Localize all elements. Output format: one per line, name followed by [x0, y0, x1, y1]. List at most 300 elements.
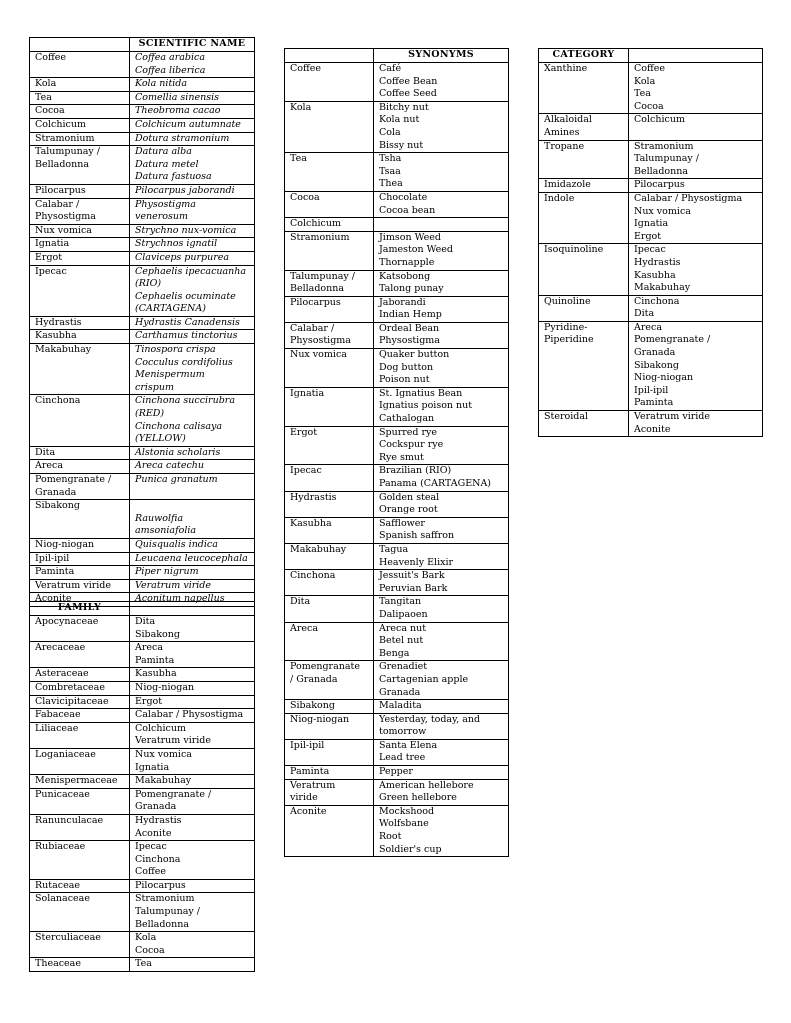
table-row [285, 517, 509, 543]
drug-name-cell [285, 739, 374, 765]
family-members-cell-line: Pomengranate / [135, 788, 212, 800]
category-members-cell-line: Ergot [634, 230, 662, 242]
synonyms-rows [285, 63, 509, 857]
table-row [539, 244, 763, 295]
drug-name-cell [285, 426, 374, 465]
drug-name-cell-line: Ipecac [290, 465, 322, 477]
drug-name-cell [30, 474, 130, 500]
synonyms-cell-line: Poison nut [379, 374, 430, 386]
family-members-cell [130, 958, 255, 972]
drug-name-cell [285, 296, 374, 322]
scientific-name-cell [130, 395, 255, 446]
category-members-cell [629, 179, 763, 193]
family-name-cell: Clavicipitaceae [30, 695, 130, 709]
synonyms-cell-line: Coffee Seed [379, 88, 437, 100]
scientific-name-cell-line: (RED) [135, 408, 165, 420]
family-members-cell-line: Pilocarpus [135, 879, 186, 891]
table-row [30, 330, 255, 344]
category-members-column-header [629, 49, 763, 63]
category-members-cell-line: Talumpunay / [634, 153, 699, 165]
drug-name-cell [285, 713, 374, 739]
drug-name-cell-line: Niog-niogan [35, 538, 95, 550]
table-row [285, 63, 509, 102]
category-members-cell-line: Granada [634, 347, 676, 359]
table-row [30, 251, 255, 265]
table-row [285, 218, 509, 232]
drug-name-cell-line: Calabar / [290, 322, 335, 334]
synonyms-cell-line: Benga [379, 647, 410, 659]
category-members-cell-line: Kasubha [634, 269, 676, 281]
family-members-cell [130, 709, 255, 723]
scientific-name-cell [130, 198, 255, 224]
drug-name-cell-line: Dita [35, 446, 56, 458]
drug-name-cell [30, 500, 130, 539]
category-members-cell-line: Coffee [634, 63, 665, 74]
scientific-name-cell [130, 552, 255, 566]
drug-name-cell [30, 579, 130, 593]
category-members-cell [629, 192, 763, 243]
drug-name-cell-line: Kasubha [290, 517, 332, 529]
drug-name-cell-line: Belladonna [290, 283, 345, 295]
drug-name-cell-line: Makabuhay [35, 344, 92, 356]
drug-column-header [285, 49, 374, 63]
category-members-cell-line: Cinchona [634, 295, 680, 307]
drug-name-cell-line: Granada [35, 486, 77, 498]
drug-name-cell [285, 805, 374, 856]
table-row [30, 538, 255, 552]
table-row [285, 322, 509, 348]
scientific-name-cell-line: (YELLOW) [135, 433, 186, 445]
synonyms-cell [374, 517, 509, 543]
drug-name-cell-line: Colchicum [35, 118, 86, 130]
scientific-name-cell-line: Menispermum [135, 369, 205, 381]
synonyms-cell [374, 739, 509, 765]
scientific-name-cell-line: crispum [135, 381, 174, 393]
category-name-cell [539, 192, 629, 243]
table-row [30, 198, 255, 224]
scientific-name-cell-line: Cocculus cordifolius [135, 356, 233, 368]
table-row [30, 668, 255, 682]
synonyms-cell [374, 766, 509, 780]
category-name-cell [539, 140, 629, 179]
drug-name-cell [285, 779, 374, 805]
drug-name-cell-line: Aconite [35, 593, 72, 605]
drug-name-cell [285, 218, 374, 232]
family-name-cell: Arecaceae [30, 642, 130, 668]
drug-name-cell [285, 63, 374, 102]
drug-name-cell-line: Coffee [290, 63, 321, 74]
category-members-cell-line: Belladonna [634, 165, 689, 177]
table-row [539, 295, 763, 321]
category-members-cell [629, 140, 763, 179]
scientific-name-cell-line: Carthamus tinctorius [135, 330, 238, 342]
scientific-name-cell [130, 224, 255, 238]
drug-name-cell [30, 132, 130, 146]
drug-name-cell-line: Makabuhay [290, 543, 347, 555]
category-name-cell-line: Indole [544, 192, 575, 204]
drug-name-cell [30, 198, 130, 224]
family-members-cell-line: Dita [135, 616, 156, 627]
drug-name-cell [30, 552, 130, 566]
category-members-cell-line: Nux vomica [634, 205, 691, 217]
drug-name-cell-line: Tea [35, 91, 52, 103]
table-row [285, 596, 509, 622]
synonyms-cell-line: Brazilian (RIO) [379, 465, 452, 477]
family-name-cell: Ranunculacae [30, 814, 130, 840]
synonyms-cell-line: Spanish saffron [379, 530, 455, 542]
family-members-cell [130, 642, 255, 668]
synonyms-cell-line: Heavenly Elixir [379, 556, 454, 568]
synonyms-cell [374, 700, 509, 714]
category-members-cell-line: Hydrastis [634, 256, 681, 268]
category-members-cell-line: Cocoa [634, 100, 664, 112]
scientific-name-cell [130, 251, 255, 265]
family-members-cell [130, 681, 255, 695]
synonyms-cell-line: Tsaa [379, 165, 401, 177]
drug-name-cell-line: Physostigma [35, 211, 96, 223]
family-name-cell: Fabaceae [30, 709, 130, 723]
table-row [30, 265, 255, 316]
table-row [285, 231, 509, 270]
category-members-cell-line: Ipecac [634, 244, 666, 256]
synonyms-cell-line: Jameston Weed [379, 244, 453, 256]
synonyms-cell-line: Tsha [379, 153, 402, 165]
synonyms-cell-line: Talong punay [379, 283, 444, 295]
drug-name-cell [285, 543, 374, 569]
table-row [30, 709, 255, 723]
synonyms-cell-line: Panama (CARTAGENA) [379, 478, 492, 489]
synonyms-cell-line: Dalipaoen [379, 608, 428, 620]
table-row [30, 552, 255, 566]
drug-name-cell [285, 270, 374, 296]
synonyms-cell [374, 713, 509, 739]
table-row [285, 191, 509, 217]
scientific-name-cell-line: Areca catechu [135, 460, 205, 472]
synonyms-cell-line: Bissy nut [379, 139, 424, 151]
synonyms-cell-line: Maladita [379, 700, 422, 712]
scientific-name-cell-line: Physostigma [135, 198, 196, 210]
scientific-name-cell-line: Coffea arabica [135, 52, 205, 63]
family-members-cell-line: Makabuhay [135, 775, 192, 787]
drug-name-cell-line: Stramonium [35, 132, 95, 144]
drug-name-cell [30, 224, 130, 238]
drug-name-cell-line: Kola [35, 78, 57, 90]
synonyms-cell-line: Thornapple [379, 256, 435, 268]
table-row [539, 192, 763, 243]
family-name-cell: Theaceae [30, 958, 130, 972]
table-row [285, 491, 509, 517]
category-name-cell-line: Isoquinoline [544, 244, 604, 256]
scientific-name-cell [130, 184, 255, 198]
family-members-cell [130, 879, 255, 893]
drug-name-cell-line: Pilocarpus [35, 184, 86, 196]
scientific-name-cell-line: Cinchona calisaya [135, 420, 223, 432]
scientific-name-cell [130, 78, 255, 92]
drug-name-cell-line: Pomengranate [290, 661, 360, 673]
scientific-name-cell [130, 500, 255, 539]
table-row [30, 78, 255, 92]
table-row [285, 713, 509, 739]
synonyms-cell [374, 596, 509, 622]
table-row [539, 179, 763, 193]
drug-name-cell-line: viride [290, 792, 318, 804]
category-members-cell-line: Pomengranate / [634, 334, 711, 346]
synonyms-cell-line: Santa Elena [379, 739, 438, 751]
family-members-cell-line: Tea [135, 958, 152, 970]
synonyms-cell-line: tomorrow [379, 726, 427, 738]
synonyms-cell-line: Physostigma [379, 335, 440, 347]
drug-name-cell-line: Sibakong [35, 500, 80, 512]
drug-name-cell-line: Dita [290, 596, 311, 608]
family-members-cell [130, 932, 255, 958]
drug-name-cell [30, 316, 130, 330]
family-rows [30, 616, 255, 972]
drug-name-cell-line: Talumpunay / [290, 270, 355, 282]
table-row [539, 321, 763, 410]
table-row [285, 622, 509, 661]
drug-name-cell [285, 570, 374, 596]
family-name-cell: Rubiaceae [30, 841, 130, 880]
category-members-cell-line: Tea [634, 88, 651, 100]
synonyms-cell-line: Areca nut [379, 622, 427, 634]
synonyms-cell-line: Cartagenian apple [379, 673, 469, 685]
scientific-name-cell [130, 330, 255, 344]
table-row [285, 465, 509, 491]
synonyms-cell-line: St. Ignatius Bean [379, 387, 463, 399]
category-members-cell-line: Makabuhay [634, 282, 691, 294]
category-members-cell-line: Pilocarpus [634, 179, 685, 191]
scientific-name-cell [130, 566, 255, 580]
drug-name-cell [285, 231, 374, 270]
table-row [30, 500, 255, 539]
synonyms-cell-line: Yesterday, today, and [379, 713, 481, 725]
scientific-name-cell-line: Cephaelis ocuminate [135, 290, 236, 302]
drug-name-cell [285, 517, 374, 543]
table-row [285, 101, 509, 152]
synonyms-cell-line [379, 218, 503, 231]
synonyms-cell [374, 543, 509, 569]
family-members-column-header [130, 602, 255, 616]
family-name-cell: Combretaceae [30, 681, 130, 695]
drug-name-cell-line: Niog-niogan [290, 713, 350, 725]
table-row [285, 387, 509, 426]
synonyms-cell-line: Golden steal [379, 491, 440, 503]
table-row [30, 814, 255, 840]
drug-name-cell-line: Belladonna [35, 158, 90, 170]
table-row [30, 879, 255, 893]
scientific-name-cell-line: Alstonia scholaris [135, 446, 221, 458]
category-name-cell [539, 295, 629, 321]
scientific-name-cell [130, 105, 255, 119]
category-members-cell [629, 244, 763, 295]
synonyms-cell [374, 101, 509, 152]
drug-name-cell [285, 191, 374, 217]
scientific-name-cell-line: Cephaelis ipecacuanha [135, 265, 247, 277]
scientific-name-cell-line: Claviceps purpurea [135, 251, 230, 263]
synonyms-cell-line: Thea [379, 178, 403, 190]
synonyms-cell-line: Ordeal Bean [379, 322, 440, 334]
scientific-name-cell [130, 579, 255, 593]
family-members-cell-line: Niog-niogan [135, 681, 195, 693]
table-row [285, 805, 509, 856]
family-members-cell [130, 668, 255, 682]
synonyms-cell-line: Katsobong [379, 270, 431, 282]
family-members-cell-line: Ignatia [135, 761, 170, 773]
drug-name-cell-line: Nux vomica [35, 224, 92, 236]
family-members-cell-line: Stramonium [135, 893, 195, 905]
scientific-name-cell-line [135, 500, 249, 513]
category-name-cell-line: Pyridine- [544, 321, 588, 333]
table-row [30, 474, 255, 500]
family-members-cell [130, 616, 255, 642]
table-row [285, 700, 509, 714]
drug-name-cell [30, 105, 130, 119]
scientific-name-cell [130, 446, 255, 460]
family-name-cell: Liliaceae [30, 722, 130, 748]
table-row [30, 579, 255, 593]
drug-name-cell-line: Hydrastis [35, 316, 82, 328]
synonyms-cell-line: Granada [379, 686, 421, 698]
scientific-name-cell [130, 316, 255, 330]
drug-name-cell [30, 395, 130, 446]
scientific-name-cell-line: venerosum [135, 211, 188, 223]
drug-name-cell-line: Paminta [290, 766, 330, 778]
drug-name-cell [30, 344, 130, 395]
drug-name-cell-line: Nux vomica [290, 349, 347, 361]
drug-name-cell-line: Calabar / [35, 198, 80, 210]
synonyms-cell-line: Bitchy nut [379, 101, 429, 113]
category-members-cell-line: Sibakong [634, 359, 679, 371]
synonyms-cell [374, 153, 509, 192]
drug-name-cell-line: Cinchona [35, 395, 81, 407]
drug-name-cell [30, 91, 130, 105]
scientific-name-cell [130, 265, 255, 316]
synonyms-cell-line: Cockspur rye [379, 439, 444, 451]
scientific-name-cell-line: Quisqualis indica [135, 538, 218, 550]
family-name-cell: Solanaceae [30, 893, 130, 932]
drug-name-cell [285, 596, 374, 622]
drug-name-cell [30, 330, 130, 344]
scientific-name-cell [130, 474, 255, 500]
category-table [538, 48, 763, 437]
table-row [30, 132, 255, 146]
category-name-cell [539, 411, 629, 437]
scientific-name-table [29, 37, 255, 607]
category-name-cell-line: Alkaloidal [544, 114, 592, 126]
category-name-cell [539, 321, 629, 410]
scientific-name-cell-line: Coffea liberica [135, 64, 206, 76]
scientific-name-cell [130, 118, 255, 132]
category-name-cell [539, 179, 629, 193]
drug-name-cell-line: Ipil-ipil [35, 552, 70, 564]
scientific-name-cell-line: Datura fastuosa [135, 171, 212, 183]
table-row [30, 105, 255, 119]
synonyms-cell-line: Peruvian Bark [379, 582, 448, 594]
drug-name-cell-line: Kola [290, 101, 312, 113]
synonyms-cell-line: Orange root [379, 504, 438, 516]
drug-name-cell [285, 153, 374, 192]
category-name-cell-line: Amines [544, 126, 580, 138]
scientific-name-cell [130, 146, 255, 185]
drug-name-cell-line: Ignatia [35, 238, 70, 250]
scientific-name-cell-line: Piper nigrum [135, 566, 199, 578]
synonyms-cell-line: Betel nut [379, 635, 424, 647]
table-row [285, 779, 509, 805]
family-table [29, 601, 255, 972]
table-row [285, 543, 509, 569]
family-members-cell [130, 695, 255, 709]
synonyms-cell [374, 191, 509, 217]
scientific-name-cell [130, 344, 255, 395]
category-members-cell [629, 295, 763, 321]
synonyms-cell-line: Pepper [379, 766, 413, 778]
drug-name-cell-line: Hydrastis [290, 491, 337, 503]
synonyms-cell-line: Spurred rye [379, 426, 438, 438]
synonyms-cell-line: Tagua [379, 543, 409, 555]
drug-name-cell-line: Tea [290, 153, 307, 165]
family-name-cell: Asteraceae [30, 668, 130, 682]
table-row [539, 140, 763, 179]
table-row [30, 91, 255, 105]
synonyms-cell [374, 805, 509, 856]
drug-name-cell-line: Ergot [290, 426, 318, 438]
synonyms-cell [374, 296, 509, 322]
synonyms-cell [374, 231, 509, 270]
drug-name-cell [30, 238, 130, 252]
scientific-name-cell [130, 460, 255, 474]
category-name-cell-line: Steroidal [544, 411, 589, 423]
table-row [539, 63, 763, 114]
family-name-cell: Punicaceae [30, 788, 130, 814]
table-row [285, 739, 509, 765]
scientific-name-cell [130, 52, 255, 78]
synonyms-cell-line: Café [379, 63, 402, 74]
drug-name-cell-line: Cinchona [290, 570, 336, 582]
synonyms-cell-line: Grenadiet [379, 661, 428, 673]
family-members-cell-line: Ipecac [135, 841, 167, 853]
table-row [30, 722, 255, 748]
drug-name-cell [30, 184, 130, 198]
family-members-cell-line: Granada [135, 801, 177, 813]
drug-name-cell-line: Areca [35, 460, 64, 472]
drug-name-cell-line: Sibakong [290, 700, 335, 712]
table-row [30, 344, 255, 395]
synonyms-cell [374, 779, 509, 805]
drug-name-cell-line: Ignatia [290, 387, 325, 399]
table-row [30, 958, 255, 972]
scientific-name-cell-line: (CARTAGENA) [135, 303, 206, 315]
table-row [30, 146, 255, 185]
table-row [30, 184, 255, 198]
category-members-cell-line: Stramonium [634, 140, 694, 152]
drug-name-cell-line: Ergot [35, 251, 63, 263]
table-row [30, 566, 255, 580]
scientific-name-cell-line: Tinospora crispa [135, 344, 216, 356]
family-members-cell-line: Kola [135, 932, 157, 944]
family-members-cell-line: Cocoa [135, 944, 165, 956]
drug-name-cell [30, 265, 130, 316]
drug-name-cell-line: Talumpunay / [35, 146, 100, 158]
synonyms-cell-line: Jessuit's Bark [379, 570, 445, 582]
family-name-cell: Sterculiaceae [30, 932, 130, 958]
scientific-name-cell [130, 132, 255, 146]
drug-name-cell-line: Stramonium [290, 231, 350, 243]
synonyms-cell-line: Indian Hemp [379, 309, 442, 321]
scientific-name-cell-line: Aconitum napellus [135, 593, 225, 605]
family-members-cell [130, 722, 255, 748]
scientific-name-cell-line: Rauwolfia [135, 512, 184, 524]
drug-name-cell-line: Coffee [35, 52, 66, 63]
